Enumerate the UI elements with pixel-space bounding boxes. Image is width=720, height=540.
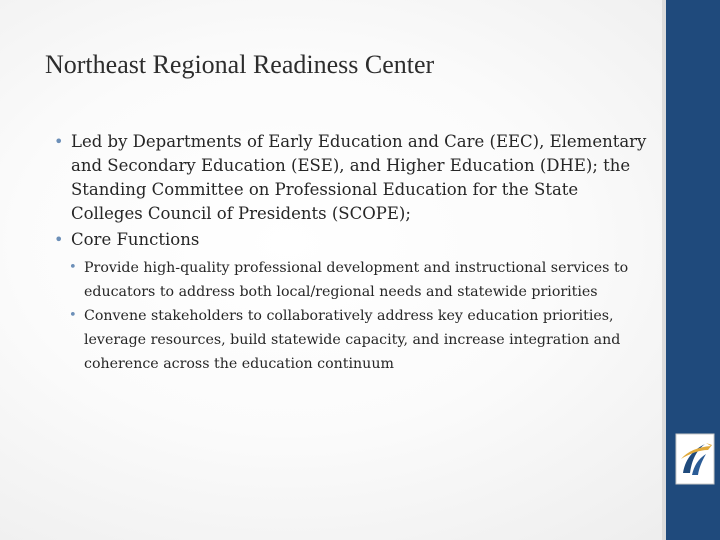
- bullet-icon: •: [54, 132, 64, 151]
- sub-bullet-item: [68, 304, 650, 376]
- bullet-icon: •: [54, 230, 64, 249]
- bullet-item: [50, 228, 650, 252]
- sub-bullet-item: [68, 256, 650, 304]
- bullet-text: Core Functions: [71, 230, 200, 249]
- sub-bullet-list: [50, 256, 650, 376]
- bullet-icon: •: [69, 260, 77, 275]
- bullet-text: Led by Departments of Early Education and Care (EEC), Elementary and Secondary Education (ESE), and Higher Education (DHE); the Standing Committee on Professional Education for the State Colleges Council of Presidents (SCOPE);: [71, 132, 647, 223]
- sub-bullet-text: Provide high-quality professional development and instructional services to educators to address both local/regional needs and statewide priorities: [84, 260, 629, 300]
- bullet-item: [50, 130, 650, 226]
- bullet-icon: •: [69, 308, 77, 323]
- swoosh-logo-icon: [675, 433, 715, 485]
- slide-title: Northeast Regional Readiness Center: [45, 50, 435, 79]
- slide-body: [50, 130, 650, 376]
- sub-bullet-text: Convene stakeholders to collaboratively address key education priorities, leverage resources, build statewide capacity, and increase integration and coherence across the education continuum: [84, 308, 621, 372]
